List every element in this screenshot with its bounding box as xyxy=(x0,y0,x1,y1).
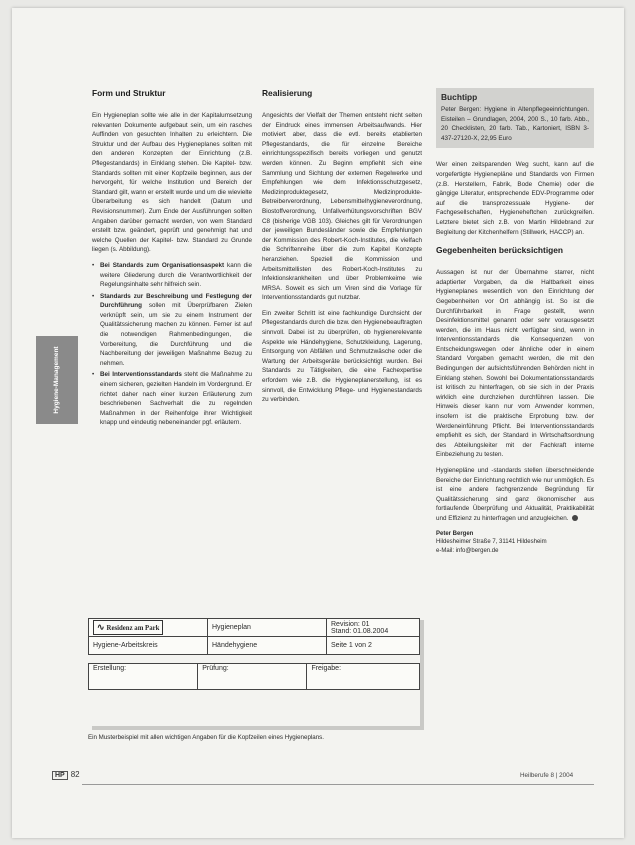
logo-cell xyxy=(89,619,208,637)
list-item-text: sollen mit Überprüfbaren Zielen verknüpft sein, um sie zu einem Instrument der Qualitätssicherung machen zu können. Ferner ist auf die notwendigen Rahmenbedingungen, die Vorbereitung, die Durchführung und die Nachbereitung der jeweiligen Maßnahme Bezug zu nehmen. xyxy=(100,302,252,367)
page-count: Seite 1 von 2 xyxy=(327,637,420,655)
list-item-label: Bei Standards zum Organisationsaspekt xyxy=(100,261,225,269)
book-tip-text: Peter Bergen: Hygiene in Altenpflegeeinrichtungen. Eisteilen – Grundlagen, 2004, 200 S., 10 farb. Abb., 20 Checklisten, 20 farb. Tab., Kartoniert, ISBN 3-437-27120-X, 22,95 Euro xyxy=(441,106,589,142)
page-number: 82 xyxy=(70,770,80,779)
author-address: Hildesheimer Straße 7, 31141 Hildesheim xyxy=(436,539,547,546)
heading-realisierung: Realisierung xyxy=(262,88,313,98)
revision-cell xyxy=(327,619,420,637)
hygieneplan-form-figure xyxy=(88,618,420,690)
heading-gegebenheiten: Gegebenheiten berücksichtigen xyxy=(436,245,564,256)
pruefung: Prüfung: xyxy=(198,664,307,690)
footer-mark: HP xyxy=(52,771,68,780)
book-tip-box xyxy=(436,88,594,148)
column-3 xyxy=(436,88,594,555)
arbeitskreis: Hygiene-Arbeitskreis xyxy=(89,637,208,655)
list-item xyxy=(92,261,252,290)
paragraph-text: Hygienepläne und -standards stellen überschneidende Bereiche der Einrichtung rechtlich wie nur unmöglich. Es ist eine andere fachgrenzende Begründung für Qualitätssicherung sind ganz ökonomischer aus fortlaufende Überprüfung und Aktualität, Praktikabilität und Effizienz zu hinterfragen und anzugleichen. xyxy=(436,467,594,522)
list-item-label: Bei Interventionsstandards xyxy=(100,371,182,379)
column-1 xyxy=(92,88,252,430)
section-tab-label: Hygiene-Management xyxy=(53,346,60,414)
figure-shadow-bottom xyxy=(92,726,424,730)
revision: Revision: 01 xyxy=(331,620,370,628)
list-item-text: steht die Maßnahme zu einem sicheren, gezielten Handeln im Vordergrund. Er richtet daher nach einer kurzen Erläuterung zum beschriebenen Sachverhalt die zu regelnden Maßnahmen in der Reihenfolge ihrer Wichtigkeit knapp und eindeutig nebeneinander pgf. erläutern. xyxy=(100,371,253,427)
figure-caption: Ein Musterbeispiel mit allen wichtigen Angaben für die Kopfzeilen eines Hygieneplans. xyxy=(88,734,324,741)
figure-shadow xyxy=(420,620,424,728)
list-item xyxy=(92,292,252,369)
bullet-list xyxy=(92,261,252,428)
paragraph: Aussagen ist nur der Übernahme starrer, nicht adaptierter Vorgaben, da die Haltbarkeit eines Hygieneplanes wesentlich von den Einrichtung der Gegebenheiten vor Ort abhängig ist. So ist die Durchführbarkeit in Frage gestellt, wenn Desinfektionsmittel genannt oder sehr vorausgesetzt werden, die im Haus nicht verfügbar sind, wenn in Interventionsstandards die Konsequenzen von Entscheidungswegen oder ähnliche oder in einem Standard Vorgaben gemacht werden, die mit den Bedingungen der aufsichtsführenden Behörden nicht in Einklang stehen. Sowohl bei Dokumentationsstandards ist kritisch zu hinterfragen, ob sie sich in der Praxis wirklich eine durchziehen durchführen lassen. Die Hinweis dieser kann nur vom Anwender kommen, insofern ist die praktische Erprobung bzw. der Werdeneinführung Pflicht. Bei Interventionsstandards empfiehlt es sich, der Standard in Wirtschaftsordnung des Abteilungsleiter mit der Fachkraft interne Einbeziehung zu testen. xyxy=(436,269,594,459)
paragraph xyxy=(436,466,594,524)
list-item xyxy=(92,370,252,428)
form-footer-table xyxy=(88,663,420,690)
form-header-table xyxy=(88,618,420,655)
logo-swirl-icon: ∿ xyxy=(97,622,105,632)
heading-form-und-struktur: Form und Struktur xyxy=(92,88,166,98)
logo-text: Residenz am Park xyxy=(106,625,160,632)
residenz-logo xyxy=(93,620,163,635)
column-2 xyxy=(262,88,422,411)
journal-reference: Heilberufe 8 | 2004 xyxy=(520,772,574,779)
stand-date: Stand: 01.08.2004 xyxy=(331,627,389,635)
paragraph: Wer einen zeitsparenden Weg sucht, kann auf die vorgefertigte Hygienepläne und Standards von Firmen (z.B. Herstellern, Fabrik, Bode Chemie) oder die gängige Literatur, entsprechende EDV-Programme oder auf die transprozessuale Hygiene- der Fachgesellschaften, Hygieneheftchen zurückgreifen. Letztere bietet sich z.B. von Martin Hildebrand zur Begleitung der Kitchenhelfern (Stillwerk, HACCP) an. xyxy=(436,161,594,236)
end-mark-icon xyxy=(572,515,578,521)
topic: Händehygiene xyxy=(208,637,327,655)
author-email: e-Mail: info@bergen.de xyxy=(436,547,499,554)
author-block xyxy=(436,530,594,556)
paragraph: Ein zweiter Schritt ist eine fachkundige Durchsicht der Pflegestandards durch die bzw. den Hygienebeauftragten sinnvoll. Dabei ist zu überprüfen, ob hygienerelevante Aspekte wie Händehygiene, Schutzkleidung, Lagerung, Entsorgung von Abfällen und Schmutzwäsche oder die Wartung der Arbeitsgeräte berücksichtigt wurden. Bei Standards zu Tätigkeiten, die eine Fachexpertise erfordern wie z.B. die Hygieneplanerstellung, ist es sinnvoll, die Entwicklung Pflege- und Hygienestandards zu verbinden. xyxy=(262,309,422,404)
form-title: Hygieneplan xyxy=(208,619,327,637)
paragraph: Ein Hygieneplan sollte wie alle in der Kapitalumsetzung relevanten Dokumente aufgebaut sein, um ein rasches Auffinden von gesuchten Inhalten zu erleichtern. Die Struktur und der Aufbau des Hygieneplanes sollten mit den anderen Konzepten der Einrichtung (z.B. Pflegestandards) in Einklang stehen. Die Kapitel- bzw. Standards sollten mit einer Kopfzeile beginnen, aus der hervorgeht, für welche Institution und Bereich der Standard gilt, wann er erstellt wurde und um die wievielte Überarbeitung es sich handelt (Datum und Revisionsnummer). Zum Ende der Ausführungen sollten Angaben darüber gemacht werden, von wem Standard erstellt bzw. geändert, geprüft und genehmigt hat und welche Quellen der Kapitel- bzw. Standard zu Grunde liegen (s. Abbildung). xyxy=(92,112,252,254)
author-name: Peter Bergen xyxy=(436,530,474,537)
section-tab xyxy=(36,336,78,424)
footer-left xyxy=(52,770,80,780)
list-item-text: kann die weitere Gliederung durch die Verantwortlichkeit der Regelungsinhalte sehr hilfreich sein. xyxy=(100,261,252,289)
freigabe: Freigabe: xyxy=(307,664,420,690)
book-tip-title: Buchtipp xyxy=(441,92,478,102)
footer-rule xyxy=(82,784,594,785)
list-item-label: Standards zur Beschreibung und Festlegung der Durchführung xyxy=(100,292,252,310)
erstellung: Erstellung: xyxy=(89,664,198,690)
paragraph: Angesichts der Vielfalt der Themen entsteht nicht selten der Eindruck eines immensen Arbeitsaufwands. Hier motiviert aber, dass die evtl. bereits etablierten Pflegestandards, die für einzelne Bereiche einrichtungsspezifisch bereits vorliegen und genutzt werden können. Zu Beginn empfiehlt sich eine Sammlung und Sichtung der externen Regelwerke und Empfehlungen wie dem Infektionsschutzgesetz, Medizinproduktegesetz, Medizinprodukte-Betreiberverordnung, Lebensmittelhygieneverordnung, Biostoffverordnung, Unfallverhütungsvorschriften BGV C8 (bisherige VGB 103). Gleiches gilt für Verordnungen der jeweiligen Bundesländer sowie die Empfehlungen der Kommission des Robert-Koch-Institutes, die vielfach die Schriftenreihe über die zum Kapitel Konzepte heranziehen. Speziell die Kommission und Arbeitsmittellisten des Robert-Koch-Institutes zu Infektionskrankheiten und über Problemkeime wie MRSA. Soweit es sich um Viren sind die Vorlage für Interventionsstandards gut nutzbar. xyxy=(262,112,422,302)
